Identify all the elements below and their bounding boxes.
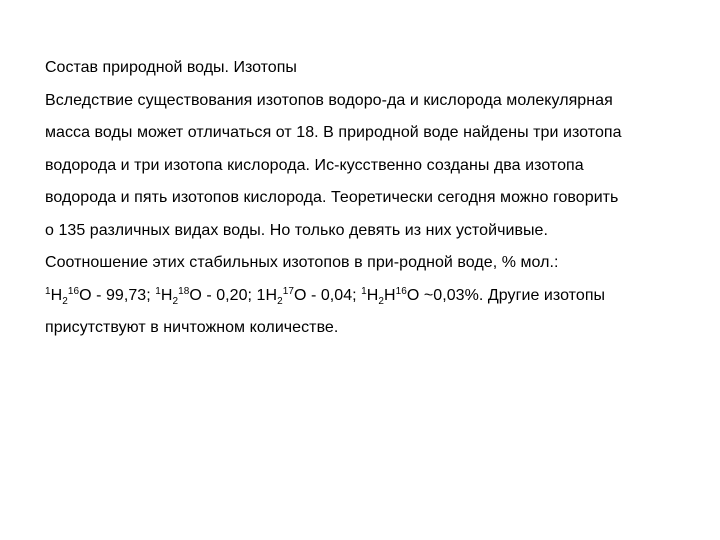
element-symbol: 1H: [256, 286, 278, 304]
atom-count: 2: [378, 295, 385, 307]
tail-text: Другие изотопы: [487, 286, 606, 304]
mass-number: 17: [282, 285, 294, 297]
paragraph-line: присутствуют в ничтожном количестве.: [45, 319, 339, 336]
element-symbol: H: [160, 286, 173, 304]
text-block: [45, 52, 705, 345]
mass-number: 16: [67, 285, 80, 297]
atom-count: 2: [277, 295, 283, 307]
mass-number: 16: [395, 285, 407, 297]
isotope-value: ~0,03%.: [419, 286, 488, 304]
element-symbol: O: [189, 286, 202, 304]
mass-number: 1: [45, 285, 51, 297]
paragraph-line: Вследствие существования изотопов водоро-да и кислорода молекулярная: [45, 91, 613, 109]
paragraph-line: Соотношение этих стабильных изотопов в при-родной воде, % мол.:: [45, 254, 559, 271]
atom-count: 2: [172, 295, 179, 307]
paragraph-line: водорода и три изотопа кислорода. Ис-кусственно созданы два изотопа: [45, 156, 584, 174]
slide-title: Состав природной воды. Изотопы: [45, 59, 297, 76]
mass-number: 1: [155, 285, 161, 297]
mass-number: 1: [361, 285, 367, 297]
element-symbol: H: [366, 286, 379, 304]
paragraph-line: масса воды может отличаться от 18. В природной воде найдены три изотопа: [45, 124, 622, 141]
atom-count: 2: [62, 295, 68, 307]
element-symbol: H: [50, 286, 63, 304]
isotope-value: - 99,73;: [91, 286, 156, 304]
element-symbol: H: [384, 286, 396, 304]
paragraph-line: водорода и пять изотопов кислорода. Теоретически сегодня можно говорить: [45, 189, 619, 206]
element-symbol: O: [293, 286, 307, 304]
paragraph-line: о 135 различных видах воды. Но только девять из них устойчивые.: [45, 221, 548, 239]
mass-number: 18: [178, 285, 190, 297]
isotope-value: - 0,20;: [201, 286, 257, 304]
isotope-ratios-line: [45, 280, 705, 313]
isotope-value: - 0,04;: [306, 286, 362, 304]
element-symbol: O: [79, 286, 92, 304]
element-symbol: O: [406, 286, 420, 304]
